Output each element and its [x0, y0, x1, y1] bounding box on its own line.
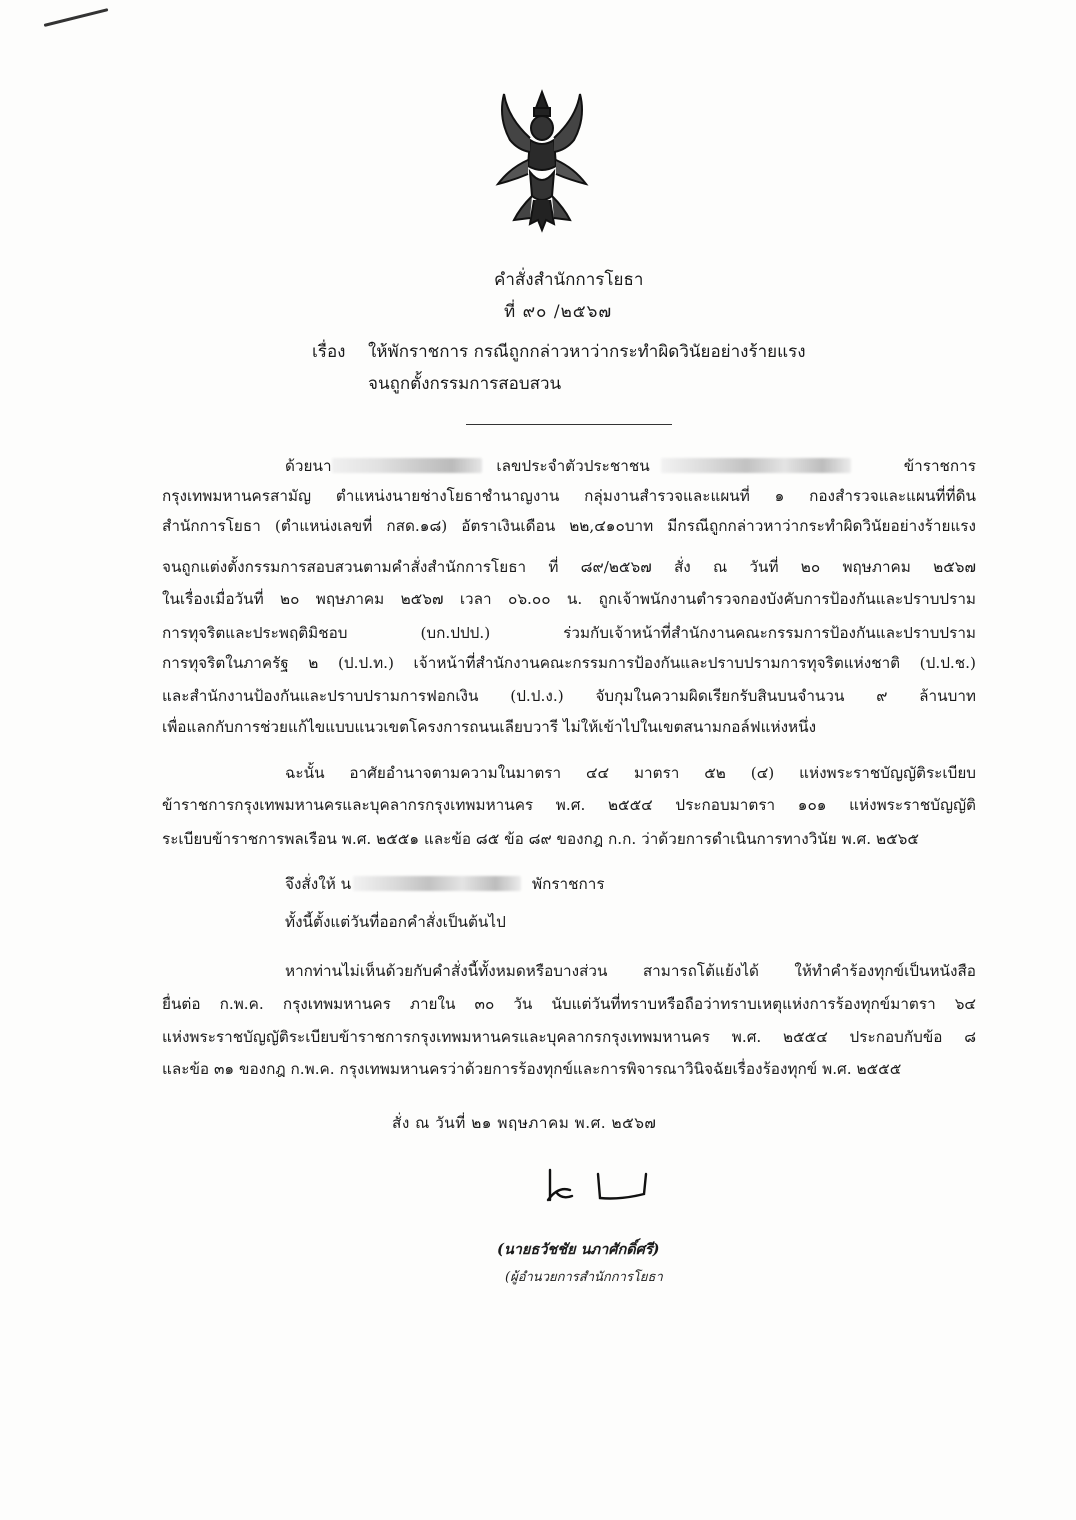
- paragraph-5-line: แห่งพระราชบัญญัติระเบียบข้าราชการกรุงเทพมหานครและบุคลากรกรุงเทพมหานคร พ.ศ. ๒๕๕๔ ประกอบกับข้อ ๘: [162, 1028, 976, 1046]
- signer-title-text: ผู้อำนวยการสำนักการโยธา: [510, 1270, 663, 1285]
- paragraph-4: ทั้งนี้ตั้งแต่วันที่ออกคำสั่งเป็นต้นไป: [285, 913, 506, 931]
- paragraph-2-line: ฉะนั้น อาศัยอำนาจตามความในมาตรา ๔๔ มาตรา ๕๒ (๔) แห่งพระราชบัญญัติระเบียบ: [285, 764, 976, 782]
- order-title: คำสั่งสำนักการโยธา: [494, 270, 644, 290]
- p3-start: จึงสั่งให้ น: [285, 875, 352, 893]
- subject-line-2: จนถูกตั้งกรรมการสอบสวน: [368, 374, 562, 394]
- signer-name: (นายธวัชชัย นภาศักดิ์ศรี): [497, 1241, 660, 1258]
- pencil-mark: [44, 8, 109, 27]
- redacted-name-2: [353, 876, 521, 891]
- signer-title: (ผู้อำนวยการสำนักการโยธา: [505, 1270, 663, 1285]
- garuda-emblem-icon: [490, 88, 594, 234]
- subject-line-1: ให้พักราชการ กรณีถูกกล่าวหาว่ากระทำผิดวินัยอย่างร้ายแรง: [368, 342, 806, 362]
- p1-end: ข้าราชการ: [903, 457, 976, 475]
- body-line: ในเรื่องเมื่อวันที่ ๒๐ พฤษภาคม ๒๕๖๗ เวลา ๐๖.๐๐ น. ถูกเจ้าพนักงานตำรวจกองบังคับการป้องกันและปราบปราม: [162, 590, 976, 608]
- body-line: สำนักการโยธา (ตำแหน่งเลขที่ กสด.๑๘) อัตราเงินเดือน ๒๒,๔๑๐บาท มีกรณีถูกกล่าวหาว่ากระทำผิดวินัยอย่างร้ายแรง: [162, 517, 976, 535]
- paragraph-2-line: ระเบียบข้าราชการพลเรือน พ.ศ. ๒๕๕๑ และข้อ ๘๕ ข้อ ๘๙ ของกฎ ก.ก. ว่าด้วยการดำเนินการทางวินัย พ.ศ. ๒๕๖๕: [162, 830, 919, 848]
- paragraph-5-line: ยื่นต่อ ก.พ.ค. กรุงเทพมหานคร ภายใน ๓๐ วัน นับแต่วันที่ทราบหรือถือว่าทราบเหตุแห่งการร้องทุกข์มาตรา ๖๔: [162, 995, 976, 1013]
- signature: [540, 1160, 660, 1208]
- order-date: สั่ง ณ วันที่ ๒๑ พฤษภาคม พ.ศ. ๒๕๖๗: [392, 1114, 657, 1132]
- paragraph-1-first-line: [285, 456, 976, 476]
- body-line: กรุงเทพมหานครสามัญ ตำแหน่งนายช่างโยธาชำนาญงาน กลุ่มงานสำรวจและแผนที่ ๑ กองสำรวจและแผนที่ที่ดิน: [162, 487, 976, 505]
- redacted-name: [332, 458, 482, 473]
- order-number: ที่ ๙๐ /๒๕๖๗: [504, 302, 613, 322]
- p1-mid: เลขประจำตัวประชาชน: [496, 457, 650, 475]
- p1-start: ด้วยนา: [285, 457, 332, 475]
- body-line: จนถูกแต่งตั้งกรรมการสอบสวนตามคำสั่งสำนักการโยธา ที่ ๘๙/๒๕๖๗ สั่ง ณ วันที่ ๒๐ พฤษภาคม ๒๕๖๗: [162, 558, 976, 576]
- body-line: การทุจริตและประพฤติมิชอบ (บก.ปปป.) ร่วมกับเจ้าหน้าที่สำนักงานคณะกรรมการป้องกันและปราบปราม: [162, 624, 976, 642]
- body-line: การทุจริตในภาครัฐ ๒ (ป.ป.ท.) เจ้าหน้าที่สำนักงานคณะกรรมการป้องกันและปราบปรามการทุจริตแห่งชาติ (ป.ป.ช.): [162, 654, 976, 672]
- p3-end: พักราชการ: [532, 875, 605, 893]
- body-line: เพื่อแลกกับการช่วยแก้ไขแบบแนวเขตโครงการถนนเลียบวารี ไม่ให้เข้าไปในเขตสนามกอล์ฟแห่งหนึ่ง: [162, 718, 817, 736]
- subject-label: เรื่อง: [312, 342, 346, 362]
- divider: [466, 424, 672, 425]
- redacted-id: [661, 458, 851, 473]
- paragraph-2-line: ข้าราชการกรุงเทพมหานครและบุคลากรกรุงเทพมหานคร พ.ศ. ๒๕๕๔ ประกอบมาตรา ๑๐๑ แห่งพระราชบัญญัติ: [162, 796, 976, 814]
- body-line: และสำนักงานป้องกันและปราบปรามการฟอกเงิน (ป.ป.ง.) จับกุมในความผิดเรียกรับสินบนจำนวน ๙ ล้านบาท: [162, 687, 976, 705]
- paragraph-3: [285, 874, 976, 894]
- paragraph-5-line: และข้อ ๓๑ ของกฎ ก.พ.ค. กรุงเทพมหานครว่าด้วยการร้องทุกข์และการพิจารณาวินิจฉัยเรื่องร้องทุกข์ พ.ศ. ๒๕๕๕: [162, 1060, 902, 1078]
- paragraph-5-line: หากท่านไม่เห็นด้วยกับคำสั่งนี้ทั้งหมดหรือบางส่วน สามารถโต้แย้งได้ ให้ทำคำร้องทุกข์เป็นหนังสือ: [285, 962, 976, 980]
